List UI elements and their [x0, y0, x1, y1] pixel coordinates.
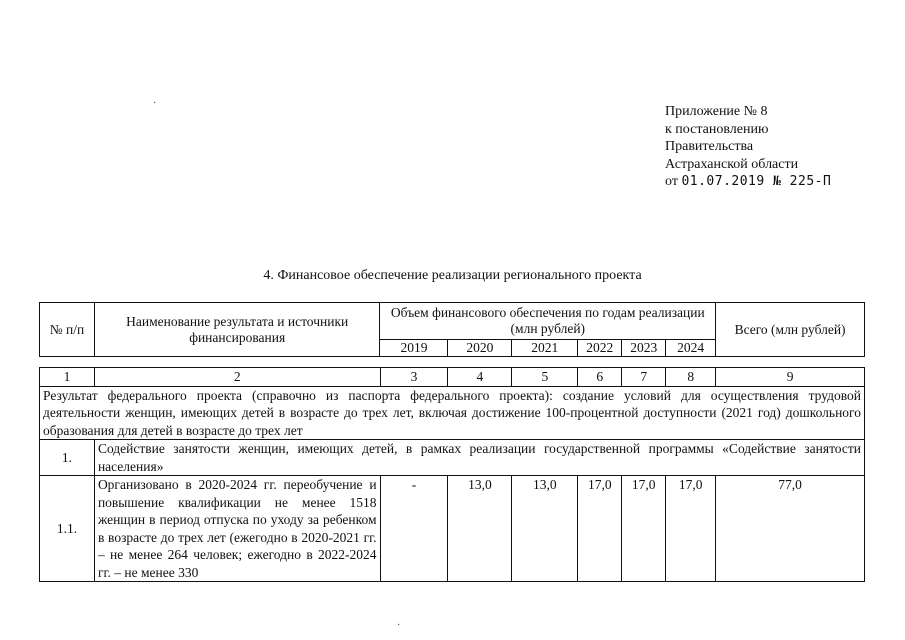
scan-speck: ·	[397, 620, 401, 631]
appendix-line-2: к постановлению	[665, 121, 769, 137]
federal-result-row	[40, 386, 865, 440]
value-cell: 17,0	[666, 476, 716, 582]
value-cell: 13,0	[512, 476, 578, 582]
header-num: № п/п	[40, 303, 95, 357]
date-handwritten: 01.07.2019 № 225-П	[681, 174, 832, 189]
row-text: Содействие занятости женщин, имеющих детей, в рамках реализации государственной программы «Содействие занятости населения»	[94, 440, 864, 476]
appendix-block	[665, 103, 831, 191]
column-number: 6	[578, 368, 622, 387]
header-table	[39, 302, 865, 357]
column-number-row	[40, 368, 865, 387]
column-number: 5	[512, 368, 578, 387]
scan-speck: ·	[153, 98, 157, 109]
column-number: 8	[666, 368, 716, 387]
column-number: 7	[622, 368, 666, 387]
column-number: 9	[716, 368, 865, 387]
year-cell: 2021	[512, 340, 578, 357]
column-number: 4	[448, 368, 512, 387]
appendix-date	[665, 173, 831, 191]
year-cell: 2024	[666, 340, 716, 357]
federal-result-text: Результат федерального проекта (справочно из паспорта федерального проекта): создание условий для осуществления трудовой деятельности женщин, имеющих детей в возрасте до трех лет, включая достижение 100-процентной доступности (2021 год) дошкольного образования для детей в возрасте до трех лет	[40, 386, 865, 440]
year-cell: 2022	[578, 340, 622, 357]
row-number: 1.	[40, 440, 95, 476]
year-cell: 2019	[380, 340, 448, 357]
appendix-line-4: Астраханской области	[665, 156, 799, 172]
value-cell: -	[380, 476, 448, 582]
date-prefix: от	[665, 174, 678, 189]
column-number: 2	[94, 368, 380, 387]
header-name: Наименование результата и источники финансирования	[94, 303, 380, 357]
value-cell: 17,0	[578, 476, 622, 582]
value-cell: 17,0	[622, 476, 666, 582]
year-cell: 2023	[622, 340, 666, 357]
appendix-line-3: Правительства	[665, 139, 754, 154]
table-row	[40, 476, 865, 582]
section-title: 4. Финансовое обеспечение реализации регионального проекта	[263, 268, 642, 283]
header-volume: Объем финансового обеспечения по годам реализации (млн рублей)	[380, 303, 716, 340]
header-total: Всего (млн рублей)	[716, 303, 865, 357]
row-text: Организовано в 2020-2024 гг. переобучение и повышение квалификации не менее 1518 женщин в период отпуска по уходу за ребенком в возрасте до трех лет (ежегодно в 2020-2021 гг. – не менее 264 человек; ежегодно в 2022-2024 гг. – не менее 330	[94, 476, 380, 582]
appendix-line-1: Приложение № 8	[665, 104, 768, 119]
column-number: 1	[40, 368, 95, 387]
total-cell: 77,0	[716, 476, 865, 582]
table-row	[40, 440, 865, 476]
value-cell: 13,0	[448, 476, 512, 582]
column-number: 3	[380, 368, 448, 387]
row-number: 1.1.	[40, 476, 95, 582]
body-table	[39, 367, 865, 582]
year-cell: 2020	[448, 340, 512, 357]
